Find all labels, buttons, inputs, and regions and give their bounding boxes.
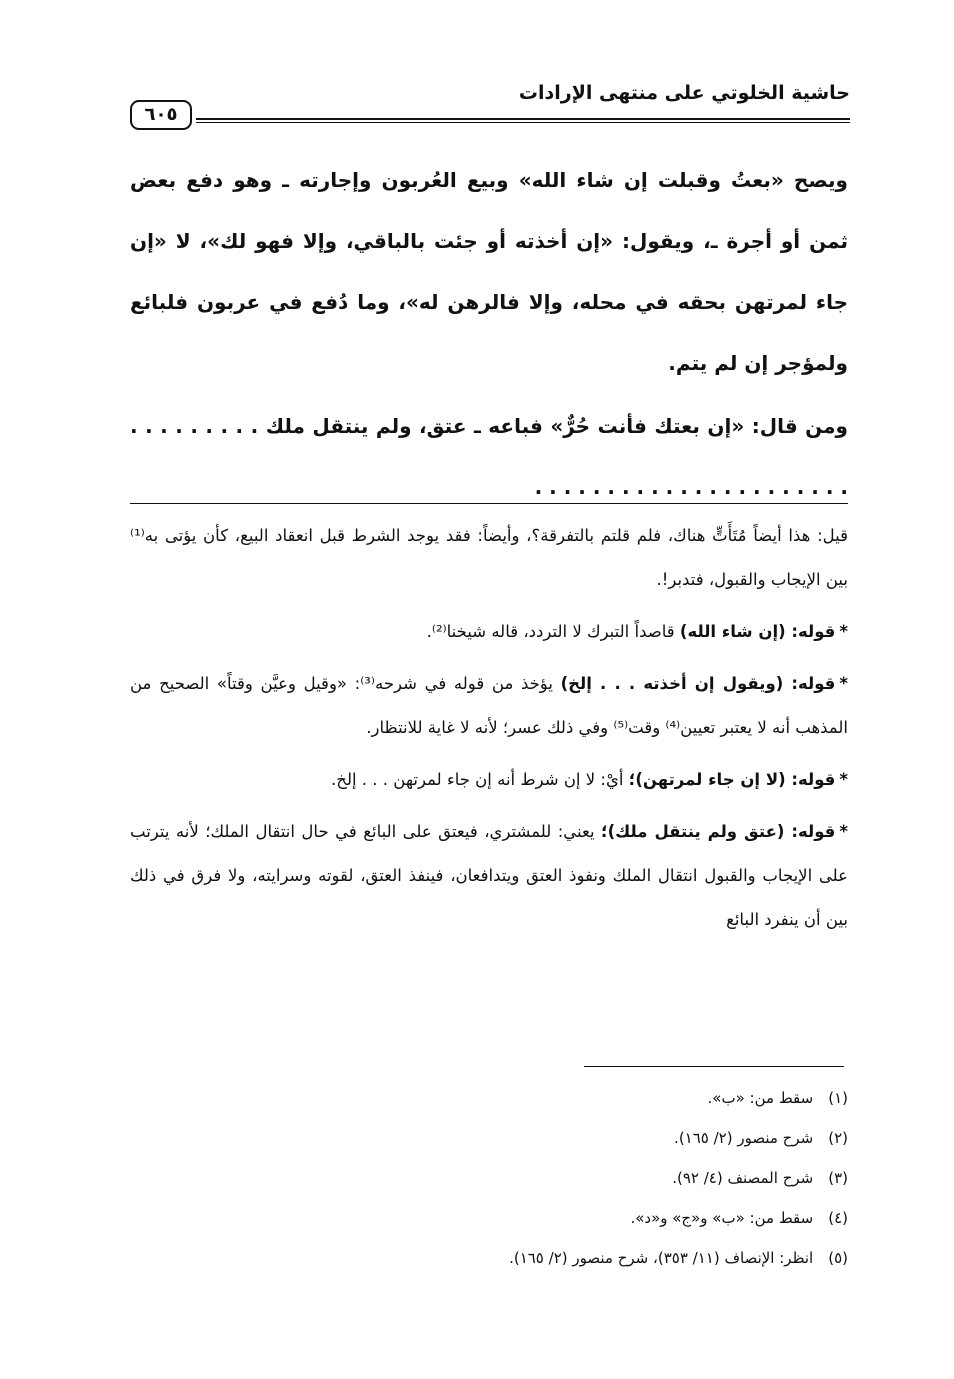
matn-commentary-separator [130, 503, 848, 504]
commentary-text [130, 514, 848, 950]
page-header [120, 74, 850, 134]
footnote [128, 1238, 848, 1278]
commentary-lemma: قوله: (ويقول إن أخذته . . . إلخ) [560, 674, 836, 693]
running-title: حاشية الخلوتي على منتهى الإرادات [518, 82, 850, 104]
commentary-item [130, 810, 848, 942]
footnotes [128, 1078, 848, 1278]
footnote-text: شرح المصنف (٤/ ٩٢). [672, 1169, 814, 1187]
matn-paragraph-2: ومن قال: «إن بعتك فأنت حُرٌّ» فباعه ـ عتق، ولم ينتقل ملك . . . . . . . . . . . . . . . . . . . . . . . . . . . . . . . [130, 414, 848, 499]
footnote [128, 1158, 848, 1198]
commentary-body: يعني: للمشتري، فيعتق على البائع في حال انتقال الملك؛ لأنه يترتب على الإيجاب والقبول انتقال الملك ونفوذ العتق ويتدافعان، فينفذ العتق، لقوته وسرايته، ولا فرق في ذلك بين أن ينفرد البائع [130, 822, 848, 929]
footnote-rule [584, 1066, 844, 1067]
matn-text [130, 150, 848, 518]
footnote [128, 1198, 848, 1238]
footnote [128, 1118, 848, 1158]
matn-paragraph-1: ويصح «بعتُ وقبلت إن شاء الله» وبيع العُربون وإجارته ـ وهو دفع بعض ثمن أو أجرة ـ، ويقول: «إن أخذته أو جئت بالباقي، وإلا فهو لك»، لا «إن جاء لمرتهن بحقه في محله، وإلا فالرهن له»، وما دُفع في عربون فلبائع ولمؤجر إن لم يتم. [130, 168, 848, 375]
footnote-text: انظر: الإنصاف (١١/ ٣٥٣)، شرح منصور (٢/ ١٦٥). [509, 1249, 814, 1267]
footnote [128, 1078, 848, 1118]
commentary-lemma: قوله: (لا إن جاء لمرتهن)؛ [628, 770, 836, 789]
star-marker: * [839, 674, 848, 693]
commentary-body: يؤخذ من قوله في شرحه⁽³⁾: «وقيل وعيَّن وقتاً» الصحيح من المذهب أنه لا يعتبر تعيين⁽⁴⁾ وقت⁽⁵⁾ وفي ذلك عسر؛ لأنه لا غاية للانتظار. [130, 674, 848, 737]
commentary-body: قاصداً التبرك لا التردد، قاله شيخنا⁽²⁾. [426, 622, 680, 641]
footnote-text: سقط من: «ب» و«ج» و«د». [630, 1209, 814, 1227]
star-marker: * [839, 622, 848, 641]
commentary-intro: قيل: هذا أيضاً مُتَأَتٍّ هناك، فلم قلتم بالتفرقة؟، وأيضاً: فقد يوجد الشرط قبل انعقاد البيع، كأن يؤتى به⁽¹⁾ بين الإيجاب والقبول، فتدبر!. [130, 526, 848, 589]
star-marker: * [839, 770, 848, 789]
commentary-item [130, 610, 848, 654]
footnote-number: (٤) [828, 1209, 848, 1227]
footnote-number: (١) [828, 1089, 848, 1107]
footnote-number: (٢) [828, 1129, 848, 1147]
commentary-item [130, 758, 848, 802]
footnote-number: (٣) [828, 1169, 848, 1187]
footnote-text: سقط من: «ب». [707, 1089, 814, 1107]
commentary-lemma: قوله: (إن شاء الله) [679, 622, 836, 641]
footnote-text: شرح منصور (٢/ ١٦٥). [674, 1129, 814, 1147]
footnote-number: (٥) [828, 1249, 848, 1267]
commentary-item [130, 662, 848, 750]
commentary-lemma: قوله: (عتق ولم ينتقل ملك)؛ [601, 822, 836, 841]
header-double-rule [196, 118, 850, 123]
star-marker: * [839, 822, 848, 841]
commentary-body: أيْ: لا إن شرط أنه إن جاء لمرتهن . . . إلخ. [331, 770, 629, 789]
page-number: ٦٠٥ [130, 100, 192, 130]
